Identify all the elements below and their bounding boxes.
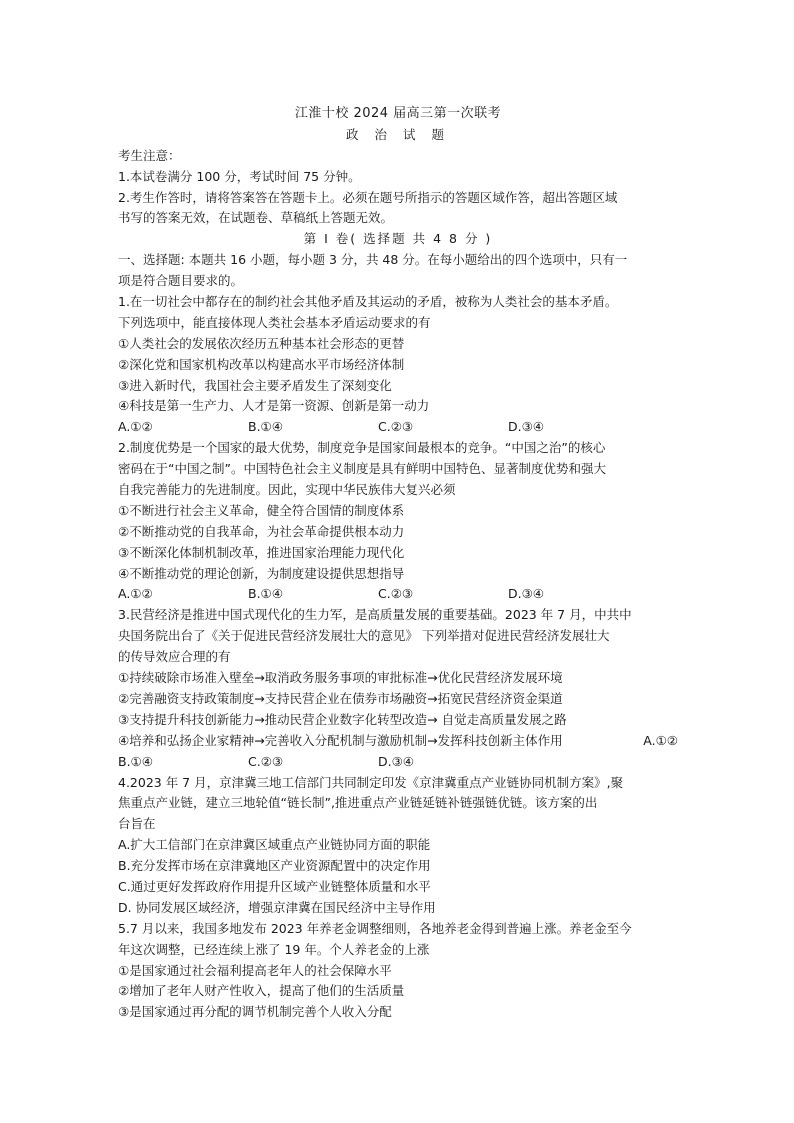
- q1-option-c: C.②③: [378, 419, 414, 435]
- q1-statement-3: ③进入新时代，我国社会主要矛盾发生了深刻变化: [118, 377, 392, 393]
- exam-subject: 政 治 试 题: [346, 126, 450, 142]
- q3-statement-2: ②完善融资支持政策制度→支持民营企业在债券市场融资→拓宽民营经济资金渠道: [118, 690, 563, 706]
- q1-option-b: B.①④: [248, 419, 283, 435]
- q5-stem-1: 5.7 月以来，我国多地发布 2023 年养老金调整细则，各地养老金得到普遍上涨。养老金至今: [118, 920, 632, 936]
- q2-options: [118, 584, 678, 605]
- q2-statement-1: ①不断进行社会主义革命，健全符合国情的制度体系: [118, 502, 405, 518]
- q3-stem-3: 的传导效应合理的有: [118, 649, 231, 665]
- q3-option-d: D.③④: [378, 753, 415, 769]
- q3-statement-4-row: [118, 731, 678, 752]
- notice-line-2a: 2.考生作答时，请将答案答在答题卡上。必须在题号所指示的答题区域作答，超出答题区域: [118, 189, 618, 205]
- q3-options: [118, 752, 678, 773]
- q2-statement-3: ③不断深化体制机制改革，推进国家治理能力现代化: [118, 544, 405, 560]
- q4-option-b: B.充分发挥市场在京津冀地区产业资源配置中的决定作用: [118, 858, 431, 874]
- q2-option-b: B.①④: [248, 586, 283, 602]
- q4-stem-1: 4.2023 年 7 月，京津冀三地工信部门共同制定印发《京津冀重点产业链协同机制方案》,聚: [118, 774, 624, 790]
- q2-statement-2: ②不断推动党的自我革命，为社会革命提供根本动力: [118, 523, 405, 539]
- notice-heading: 考生注意：: [118, 147, 181, 163]
- section-title: 第 Ⅰ 卷( 选择题 共 4 8 分 ): [303, 231, 493, 247]
- q3-statement-3: ③支持提升科技创新能力→推动民营企业数字化转型改造→ 自觉走高质量发展之路: [118, 711, 567, 727]
- q2-statement-4: ④不断推动党的理论创新，为制度建设提供思想指导: [118, 565, 405, 581]
- q5-statement-1: ①是国家通过社会福利提高老年人的社会保障水平: [118, 962, 392, 978]
- q1-option-a: A.①②: [118, 419, 153, 435]
- q2-stem-1: 2.制度优势是一个国家的最大优势，制度竞争是国家间最根本的竞争。“中国之治”的核心: [118, 440, 606, 456]
- q4-option-a: A.扩大工信部门在京津冀区域重点产业链协同方面的职能: [118, 837, 431, 853]
- exam-title: 江淮十校 2024 届高三第一次联考: [294, 106, 502, 121]
- q2-option-d: D.③④: [508, 586, 545, 602]
- q3-statement-4: ④培养和弘扬企业家精神→完善收入分配机制与激励机制→发挥科技创新主体作用: [118, 732, 563, 748]
- q1-option-d: D.③④: [508, 419, 545, 435]
- notice-line-1: 1.本试卷满分 100 分，考试时间 75 分钟。: [118, 168, 361, 184]
- q2-option-c: C.②③: [378, 586, 414, 602]
- q1-statement-4: ④科技是第一生产力、人才是第一资源、创新是第一动力: [118, 398, 430, 414]
- q5-statement-2: ②增加了老年人财产性收入，提高了他们的生活质量: [118, 983, 405, 999]
- q4-stem-2: 焦重点产业链，建立三地轮值“链长制”,推进重点产业链延链补链强链优链。该方案的出: [118, 795, 598, 811]
- q3-statement-1: ①持续破除市场准入壁垒→取消政务服务事项的审批标准→优化民营经济发展环境: [118, 670, 563, 686]
- q3-stem-1: 3.民营经济是推进中国式现代化的生力军，是高质量发展的重要基础。2023 年 7 月，中共中: [118, 607, 632, 623]
- q4-option-c: C.通过更好发挥政府作用提升区域产业链整体质量和水平: [118, 878, 431, 894]
- notice-line-2b: 书写的答案无效，在试题卷、草稿纸上答题无效。: [118, 210, 394, 226]
- section-desc-2: 项是符合题目要求的。: [118, 273, 244, 289]
- q1-stem-2: 下列选项中，能直接体现人类社会基本矛盾运动要求的有: [118, 314, 431, 330]
- section-desc-1: 一、选择题: 本题共 16 小题，每小题 3 分，共 48 分。在每小题给出的四个选项中，只有一: [118, 252, 628, 268]
- q2-option-a: A.①②: [118, 586, 153, 602]
- q4-stem-3: 台旨在: [118, 816, 156, 832]
- q1-stem-1: 1.在一切社会中都存在的制约社会其他矛盾及其运动的矛盾，被称为人类社会的基本矛盾。: [118, 294, 618, 310]
- q5-statement-3: ③是国家通过再分配的调节机制完善个人收入分配: [118, 1004, 392, 1020]
- q4-option-d: D. 协同发展区域经济，增强京津冀在国民经济中主导作用: [118, 899, 436, 915]
- q1-statement-1: ①人类社会的发展依次经历五种基本社会形态的更替: [118, 335, 405, 351]
- q3-option-b: B.①④: [118, 753, 153, 769]
- q1-options: [118, 417, 678, 438]
- exam-page: [118, 104, 678, 1023]
- q3-stem-2: 央国务院出台了《关于促进民营经济发展壮大的意见》 下列举措对促进民营经济发展壮大: [118, 628, 610, 644]
- q1-statement-2: ②深化党和国家机构改革以构建高水平市场经济体制: [118, 356, 405, 372]
- q5-stem-2: 年这次调整，已经连续上涨了 19 年。个人养老金的上涨: [118, 941, 430, 957]
- q2-stem-2: 密码在于“中国之制”。中国特色社会主义制度是具有鲜明中国特色、显著制度优势和强大: [118, 461, 606, 477]
- q3-option-a: A.①②: [643, 732, 678, 748]
- q3-option-c: C.②③: [248, 753, 284, 769]
- q2-stem-3: 自我完善能力的先进制度。因此，实现中华民族伟大复兴必须: [118, 482, 456, 498]
